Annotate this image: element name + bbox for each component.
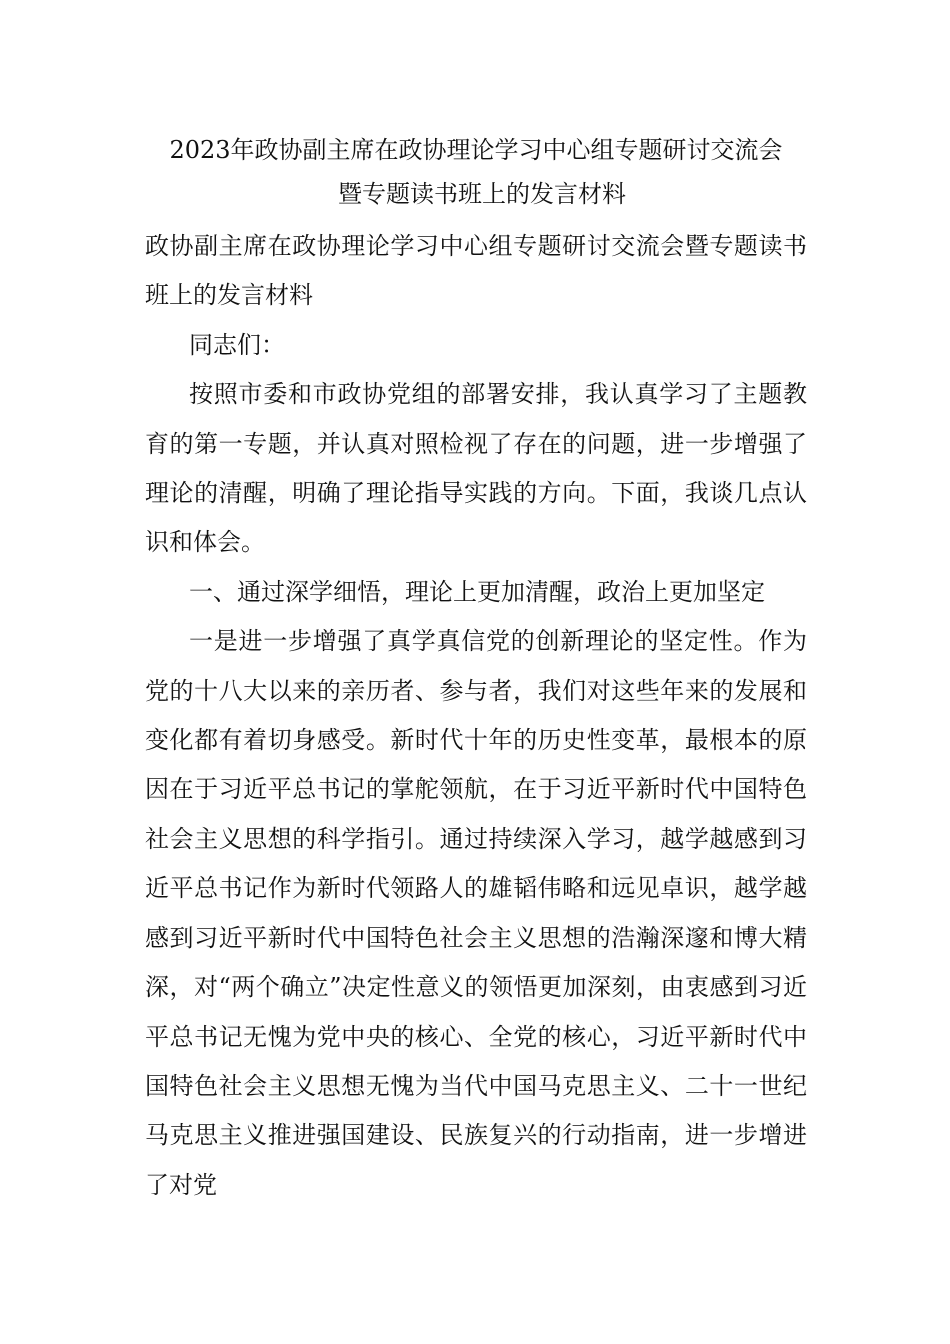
paragraph-point-1: 一是进一步增强了真学真信党的创新理论的坚定性。作为党的十八大以来的亲历者、参与者，我们对这些年来的发展和变化都有着切身感受。新时代十年的历史性变革，最根本的原因在于习近平总书记的掌舵领航，在于习近平新时代中国特色社会主义思想的科学指引。通过持续深入学习，越学越感到习近平总书记作为新时代领路人的雄韬伟略和远见卓识，越学越感到习近平新时代中国特色社会主义思想的浩瀚深邃和博大精深，对“两个确立”决定性意义的领悟更加深刻，由衷感到习近平总书记无愧为党中央的核心、全党的核心，习近平新时代中国特色社会主义思想无愧为当代中国马克思主义、二十一世纪马克思主义推进强国建设、民族复兴的行动指南，进一步增进了对党 xyxy=(145,627,807,1199)
section-heading-1: 一、通过深学细悟，理论上更加清醒，政治上更加坚定 xyxy=(189,577,765,606)
title-line-2: 暨专题读书班上的发言材料 xyxy=(338,180,626,208)
document-title xyxy=(145,128,807,216)
document-body xyxy=(145,128,807,1210)
title-line-1: 2023年政协副主席在政协理论学习中心组专题研讨交流会 xyxy=(169,136,783,164)
document-subtitle: 政协副主席在政协理论学习中心组专题研讨交流会暨专题读书班上的发言材料 xyxy=(145,232,807,310)
salutation: 同志们： xyxy=(189,330,285,359)
paragraph-intro: 按照市委和市政协党组的部署安排，我认真学习了主题教育的第一专题，并认真对照检视了存在的问题，进一步增强了理论的清醒，明确了理论指导实践的方向。下面，我谈几点认识和体会。 xyxy=(145,380,807,557)
